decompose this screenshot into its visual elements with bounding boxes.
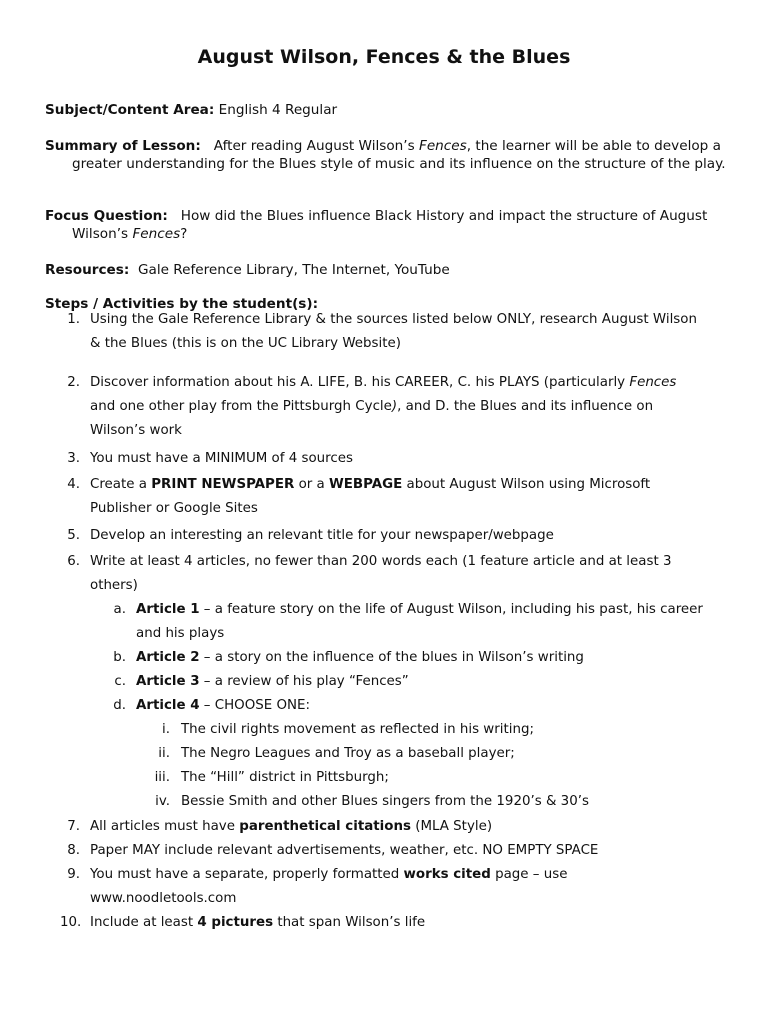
- focus-text-before: How did the Blues influence Black History and impact the structure of August Wilson’s: [72, 208, 708, 242]
- step-text-part: (MLA Style): [410, 819, 493, 834]
- step-text-part: or a: [294, 477, 330, 492]
- choice-numeral: ii.: [158, 746, 170, 761]
- subject-value: English 4 Regular: [218, 102, 338, 118]
- article-letter: d.: [113, 698, 126, 713]
- step-number: 7.: [67, 819, 80, 834]
- step-text: You must have a MINIMUM of 4 sources: [90, 451, 353, 466]
- article-desc: – a review of his play “Fences”: [199, 674, 409, 689]
- step-bold: works cited: [403, 867, 491, 882]
- summary-italic: Fences: [419, 138, 467, 154]
- step-text: [90, 395, 750, 419]
- resources-label: Resources:: [45, 262, 130, 278]
- step-text: www.noodletools.com: [90, 891, 237, 906]
- step-bold: 4 pictures: [197, 915, 274, 930]
- subject-label: Subject/Content Area:: [45, 102, 215, 118]
- choice-text: The “Hill” district in Pittsburgh;: [181, 770, 389, 785]
- step-text: [90, 473, 750, 497]
- step-number: 6.: [67, 554, 80, 569]
- step-text-part: All articles must have: [90, 819, 240, 834]
- article-letter: a.: [113, 602, 126, 617]
- article-text: [136, 694, 736, 718]
- choice-text: Bessie Smith and other Blues singers from the 1920’s & 30’s: [181, 794, 589, 809]
- article-title: Article 2: [136, 650, 200, 665]
- step-number: 8.: [67, 843, 80, 858]
- step-text-part: , and D. the Blues and its influence on: [397, 399, 654, 414]
- subject-line: [45, 101, 735, 119]
- step-text-part: You must have a separate, properly formatted: [90, 867, 404, 882]
- step-text: Using the Gale Reference Library & the sources listed below ONLY, research August Wilson: [90, 312, 697, 327]
- step-text-part: Include at least: [90, 915, 198, 930]
- focus-text-after: ?: [180, 226, 188, 242]
- step-italic: ): [391, 399, 398, 414]
- article-desc: – a feature story on the life of August Wilson, including his past, his career: [199, 602, 703, 617]
- article-text: [136, 598, 736, 622]
- step-text: Develop an interesting an relevant title for your newspaper/webpage: [90, 528, 554, 543]
- page-title: August Wilson, Fences & the Blues: [197, 46, 571, 68]
- step-text-part: and one other play from the Pittsburgh Cycle: [90, 399, 392, 414]
- resources-line: [45, 261, 735, 279]
- summary-label: Summary of Lesson:: [45, 138, 201, 154]
- step-text: [90, 863, 750, 887]
- choice-text: The Negro Leagues and Troy as a baseball player;: [181, 746, 515, 761]
- summary-text-before: After reading August Wilson’s: [213, 138, 419, 154]
- choice-text: The civil rights movement as reflected in his writing;: [181, 722, 534, 737]
- step-text-part: about August Wilson using Microsoft: [402, 477, 651, 492]
- step-number: 2.: [67, 375, 80, 390]
- step-text-part: page – use: [490, 867, 568, 882]
- choice-numeral: i.: [162, 722, 170, 737]
- focus-italic: Fences: [132, 226, 181, 242]
- step-bold: PRINT NEWSPAPER: [151, 477, 295, 492]
- step-text-part: Create a: [90, 477, 152, 492]
- step-text-part: Discover information about his A. LIFE, B. his CAREER, C. his PLAYS (particularly: [90, 375, 630, 390]
- article-text: and his plays: [136, 626, 225, 641]
- article-desc: – a story on the influence of the blues in Wilson’s writing: [199, 650, 584, 665]
- article-letter: c.: [114, 674, 126, 689]
- resources-value: Gale Reference Library, The Internet, YouTube: [137, 262, 450, 278]
- step-number: 4.: [67, 477, 80, 492]
- step-number: 10.: [60, 915, 82, 930]
- article-title: Article 3: [136, 674, 200, 689]
- article-letter: b.: [113, 650, 126, 665]
- step-bold: parenthetical citations: [239, 819, 411, 834]
- step-text: Wilson’s work: [90, 423, 182, 438]
- focus-paragraph: [45, 207, 762, 243]
- focus-label: Focus Question:: [45, 208, 168, 224]
- step-text: [90, 815, 750, 839]
- article-desc: – CHOOSE ONE:: [199, 698, 310, 713]
- article-text: [136, 670, 736, 694]
- step-bold: WEBPAGE: [329, 477, 403, 492]
- choice-numeral: iv.: [155, 794, 170, 809]
- summary-text-after: , the learner will be able to develop a greater understanding for the Blues style of music and its influence on the structure of the play.: [72, 138, 726, 172]
- article-text: [136, 646, 736, 670]
- choice-numeral: iii.: [154, 770, 170, 785]
- step-text: Paper MAY include relevant advertisements, weather, etc. NO EMPTY SPACE: [90, 843, 599, 858]
- summary-paragraph: [45, 137, 762, 173]
- step-number: 5.: [67, 528, 80, 543]
- step-text: [90, 371, 750, 395]
- step-text: others): [90, 578, 138, 593]
- step-text: Write at least 4 articles, no fewer than 200 words each (1 feature article and at least 3: [90, 554, 672, 569]
- step-text-part: that span Wilson’s life: [273, 915, 426, 930]
- step-text: [90, 911, 750, 935]
- step-italic: Fences: [629, 375, 677, 390]
- steps-heading: Steps / Activities by the student(s):: [45, 296, 319, 312]
- step-number: 9.: [67, 867, 80, 882]
- article-title: Article 1: [136, 602, 200, 617]
- step-number: 1.: [67, 312, 80, 327]
- step-text: & the Blues (this is on the UC Library Website): [90, 336, 401, 351]
- step-text: Publisher or Google Sites: [90, 501, 258, 516]
- step-number: 3.: [67, 451, 80, 466]
- article-title: Article 4: [136, 698, 200, 713]
